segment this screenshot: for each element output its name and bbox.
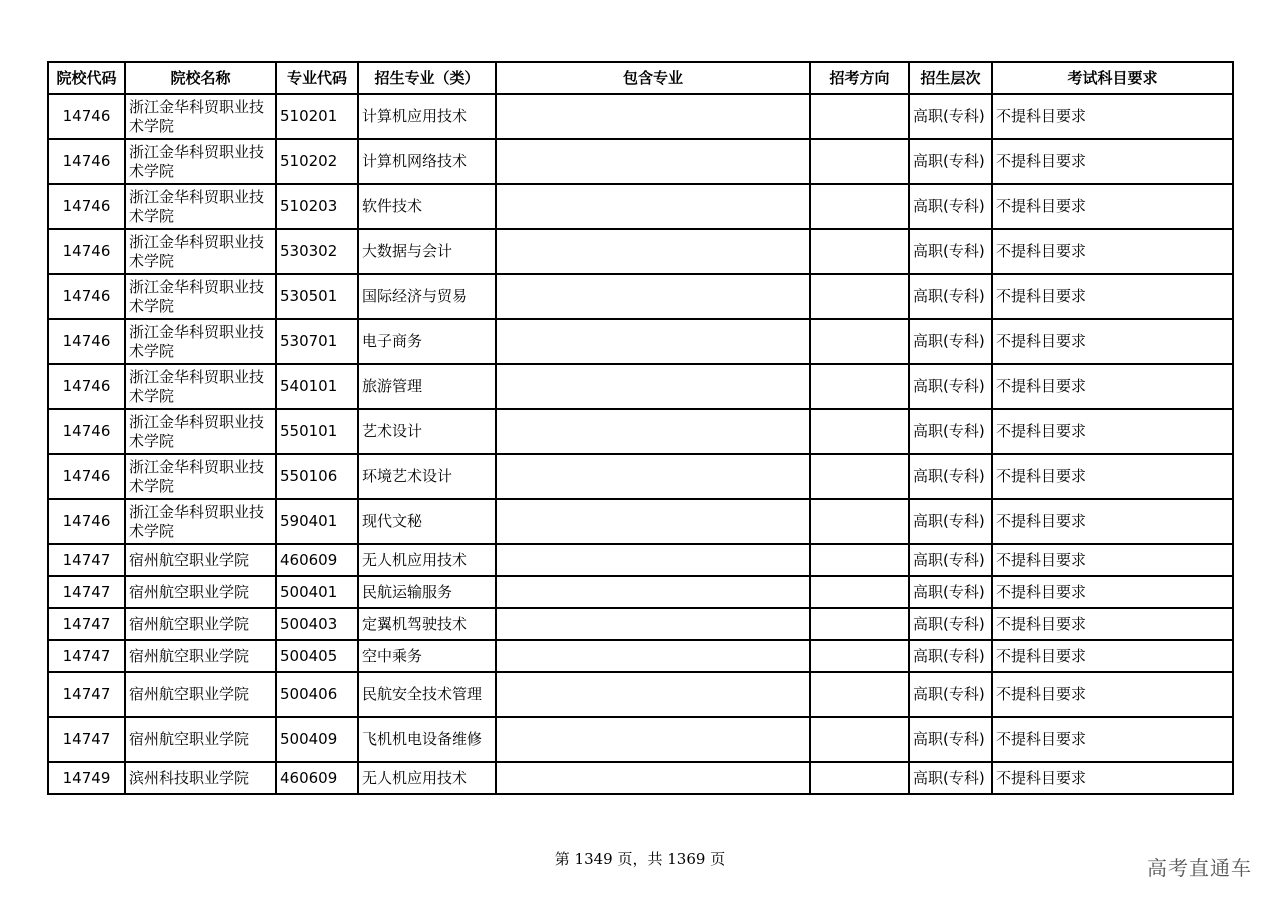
cell-level: 高职(专科) [909,274,992,319]
cell-major: 旅游管理 [358,364,496,409]
table-row [48,576,1233,608]
cell-level: 高职(专科) [909,608,992,640]
header-major: 招生专业（类） [358,62,496,94]
cell-included-majors [496,608,810,640]
cell-level: 高职(专科) [909,762,992,794]
cell-major-code: 510202 [276,139,358,184]
cell-level: 高职(专科) [909,576,992,608]
cell-major-code: 530302 [276,229,358,274]
cell-direction [810,576,909,608]
cell-level: 高职(专科) [909,184,992,229]
header-school-code: 院校代码 [48,62,125,94]
cell-included-majors [496,319,810,364]
cell-major: 无人机应用技术 [358,544,496,576]
cell-requirement: 不提科目要求 [992,319,1233,364]
watermark: 高考直通车 [1147,856,1252,880]
cell-requirement: 不提科目要求 [992,229,1233,274]
cell-direction [810,499,909,544]
cell-level: 高职(专科) [909,229,992,274]
cell-included-majors [496,409,810,454]
cell-school-name: 浙江金华科贸职业技术学院 [125,94,276,139]
cell-requirement: 不提科目要求 [992,608,1233,640]
cell-school-code: 14746 [48,499,125,544]
cell-included-majors [496,139,810,184]
cell-requirement: 不提科目要求 [992,762,1233,794]
table-row [48,229,1233,274]
header-row [48,62,1233,94]
table-row [48,454,1233,499]
header-included-majors: 包含专业 [496,62,810,94]
cell-major-code: 530501 [276,274,358,319]
header-level: 招生层次 [909,62,992,94]
header-direction: 招考方向 [810,62,909,94]
cell-direction [810,364,909,409]
cell-major: 大数据与会计 [358,229,496,274]
cell-school-name: 宿州航空职业学院 [125,608,276,640]
cell-major: 电子商务 [358,319,496,364]
cell-major: 空中乘务 [358,640,496,672]
cell-included-majors [496,229,810,274]
cell-direction [810,139,909,184]
cell-level: 高职(专科) [909,454,992,499]
cell-school-name: 宿州航空职业学院 [125,544,276,576]
cell-requirement: 不提科目要求 [992,576,1233,608]
cell-included-majors [496,274,810,319]
table-row [48,364,1233,409]
cell-direction [810,608,909,640]
cell-school-code: 14747 [48,576,125,608]
cell-direction [810,319,909,364]
cell-included-majors [496,640,810,672]
cell-requirement: 不提科目要求 [992,184,1233,229]
cell-requirement: 不提科目要求 [992,544,1233,576]
cell-included-majors [496,762,810,794]
cell-school-code: 14747 [48,672,125,717]
cell-school-code: 14747 [48,640,125,672]
cell-direction [810,184,909,229]
cell-major: 国际经济与贸易 [358,274,496,319]
cell-school-code: 14746 [48,364,125,409]
cell-school-name: 滨州科技职业学院 [125,762,276,794]
cell-major: 无人机应用技术 [358,762,496,794]
table-row [48,184,1233,229]
cell-requirement: 不提科目要求 [992,499,1233,544]
cell-level: 高职(专科) [909,640,992,672]
cell-level: 高职(专科) [909,717,992,762]
cell-level: 高职(专科) [909,672,992,717]
cell-direction [810,454,909,499]
cell-direction [810,274,909,319]
cell-school-code: 14746 [48,229,125,274]
cell-requirement: 不提科目要求 [992,139,1233,184]
cell-school-name: 浙江金华科贸职业技术学院 [125,139,276,184]
cell-direction [810,229,909,274]
cell-school-name: 浙江金华科贸职业技术学院 [125,319,276,364]
cell-major-code: 510201 [276,94,358,139]
cell-requirement: 不提科目要求 [992,274,1233,319]
cell-major-code: 510203 [276,184,358,229]
table-row [48,94,1233,139]
cell-school-name: 宿州航空职业学院 [125,717,276,762]
cell-requirement: 不提科目要求 [992,717,1233,762]
cell-school-name: 浙江金华科贸职业技术学院 [125,454,276,499]
cell-major-code: 500403 [276,608,358,640]
cell-school-code: 14747 [48,544,125,576]
cell-major: 艺术设计 [358,409,496,454]
cell-school-code: 14746 [48,139,125,184]
cell-included-majors [496,364,810,409]
cell-major-code: 500401 [276,576,358,608]
cell-major-code: 460609 [276,762,358,794]
cell-direction [810,640,909,672]
cell-school-name: 浙江金华科贸职业技术学院 [125,499,276,544]
cell-school-name: 宿州航空职业学院 [125,576,276,608]
cell-direction [810,544,909,576]
cell-school-code: 14746 [48,274,125,319]
table-body [48,94,1233,794]
cell-requirement: 不提科目要求 [992,409,1233,454]
table-row [48,544,1233,576]
cell-school-code: 14749 [48,762,125,794]
cell-school-code: 14747 [48,717,125,762]
cell-major: 民航运输服务 [358,576,496,608]
table-row [48,274,1233,319]
cell-level: 高职(专科) [909,364,992,409]
cell-major-code: 540101 [276,364,358,409]
table-row [48,672,1233,717]
cell-school-name: 浙江金华科贸职业技术学院 [125,184,276,229]
cell-requirement: 不提科目要求 [992,94,1233,139]
table-row [48,319,1233,364]
table-row [48,499,1233,544]
cell-direction [810,672,909,717]
cell-major: 计算机网络技术 [358,139,496,184]
cell-direction [810,409,909,454]
cell-school-name: 浙江金华科贸职业技术学院 [125,409,276,454]
cell-school-code: 14747 [48,608,125,640]
cell-major-code: 500405 [276,640,358,672]
header-major-code: 专业代码 [276,62,358,94]
cell-requirement: 不提科目要求 [992,454,1233,499]
cell-school-name: 宿州航空职业学院 [125,640,276,672]
cell-major: 飞机机电设备维修 [358,717,496,762]
table-row [48,409,1233,454]
cell-requirement: 不提科目要求 [992,640,1233,672]
cell-included-majors [496,94,810,139]
table-row [48,608,1233,640]
cell-school-name: 浙江金华科贸职业技术学院 [125,364,276,409]
cell-direction [810,762,909,794]
cell-major: 软件技术 [358,184,496,229]
cell-major-code: 590401 [276,499,358,544]
cell-included-majors [496,454,810,499]
admissions-table [47,61,1234,795]
cell-level: 高职(专科) [909,499,992,544]
cell-direction [810,94,909,139]
cell-major-code: 500406 [276,672,358,717]
cell-major: 定翼机驾驶技术 [358,608,496,640]
cell-major: 计算机应用技术 [358,94,496,139]
cell-major-code: 530701 [276,319,358,364]
table-row [48,762,1233,794]
cell-school-code: 14746 [48,409,125,454]
header-requirement: 考试科目要求 [992,62,1233,94]
cell-level: 高职(专科) [909,319,992,364]
cell-school-code: 14746 [48,94,125,139]
cell-included-majors [496,184,810,229]
cell-level: 高职(专科) [909,409,992,454]
cell-major-code: 550101 [276,409,358,454]
cell-major-code: 550106 [276,454,358,499]
cell-school-code: 14746 [48,184,125,229]
table-row [48,640,1233,672]
cell-level: 高职(专科) [909,139,992,184]
cell-school-name: 宿州航空职业学院 [125,672,276,717]
cell-level: 高职(专科) [909,94,992,139]
cell-direction [810,717,909,762]
cell-included-majors [496,544,810,576]
table-row [48,139,1233,184]
cell-school-code: 14746 [48,319,125,364]
cell-major: 现代文秘 [358,499,496,544]
cell-school-name: 浙江金华科贸职业技术学院 [125,229,276,274]
cell-major: 环境艺术设计 [358,454,496,499]
cell-major: 民航安全技术管理 [358,672,496,717]
cell-major-code: 460609 [276,544,358,576]
cell-level: 高职(专科) [909,544,992,576]
cell-school-code: 14746 [48,454,125,499]
cell-school-name: 浙江金华科贸职业技术学院 [125,274,276,319]
table-row [48,717,1233,762]
cell-included-majors [496,717,810,762]
cell-major-code: 500409 [276,717,358,762]
header-school-name: 院校名称 [125,62,276,94]
cell-requirement: 不提科目要求 [992,672,1233,717]
cell-requirement: 不提科目要求 [992,364,1233,409]
cell-included-majors [496,672,810,717]
cell-included-majors [496,499,810,544]
page-number: 第 1349 页，共 1369 页 [554,850,726,868]
cell-included-majors [496,576,810,608]
